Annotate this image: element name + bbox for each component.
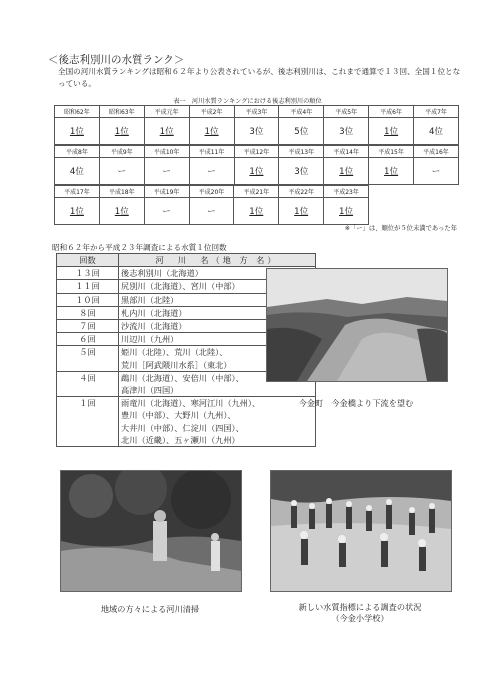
year-cell: 平成3年	[234, 106, 279, 118]
ranking-note: ※「ー」は、順位が５位未満であった年	[344, 225, 457, 232]
rank-cell: 1位	[55, 118, 100, 145]
river-cell: 黒部川（北陸）	[119, 293, 316, 306]
column-header-river: 河 川 名（地 方 名）	[119, 254, 316, 267]
count-cell: １３回	[57, 267, 119, 280]
rank-cell: 3位	[279, 158, 324, 185]
rank-cell: 1位	[234, 158, 279, 185]
year-cell: 平成4年	[279, 106, 324, 118]
count-cell: ８回	[57, 306, 119, 319]
year-cell: 平成19年	[144, 186, 189, 198]
rank-cell: 1位	[279, 198, 324, 225]
rank-cell: 3位	[324, 118, 369, 145]
rank-cell: ー	[189, 198, 234, 225]
year-cell: 平成20年	[189, 186, 234, 198]
section-heading: ＜後志利別川の水質ランク＞	[48, 54, 185, 66]
year-cell: 平成12年	[234, 146, 279, 158]
count-cell: ７回	[57, 320, 119, 333]
year-cell: 平成6年	[369, 106, 414, 118]
year-cell: 平成7年	[414, 106, 459, 118]
ranking-table-row-2	[54, 145, 459, 185]
river-cell: 札内川（北海道）	[119, 306, 316, 319]
cleanup-caption: 地域の方々による河川清掃	[100, 604, 200, 614]
table-header-row	[57, 254, 316, 267]
year-cell: 平成23年	[324, 186, 369, 198]
year-cell: 平成10年	[144, 146, 189, 158]
river-cell: 後志利別川（北海道）	[119, 267, 316, 280]
rank-cell: 4位	[414, 118, 459, 145]
survey-caption: 新しい水質指標による調査の状況 （今金小学校）	[298, 602, 422, 623]
year-cell: 昭和62年	[55, 106, 100, 118]
rank-cell: ー	[99, 158, 144, 185]
rank-cell: 1位	[189, 118, 234, 145]
rank-cell: 1位	[369, 158, 414, 185]
year-cell: 平成21年	[234, 186, 279, 198]
count-cell: ６回	[57, 333, 119, 346]
ranking-table-row-1	[54, 105, 459, 145]
rank-cell: 1位	[99, 198, 144, 225]
river-cell: 姫川（北陸）、荒川（北陸）、 荒川［阿武隈川水系］（東北）	[119, 346, 316, 371]
year-cell: 平成9年	[99, 146, 144, 158]
rank-cell: 1位	[234, 198, 279, 225]
rank-cell: 1位	[99, 118, 144, 145]
rank-cell: 3位	[234, 118, 279, 145]
river-cell: 尻別川（北海道）、宮川（中部）	[119, 280, 316, 293]
year-cell: 平成14年	[324, 146, 369, 158]
year-cell: 平成5年	[324, 106, 369, 118]
river-cell: 鵡川（北海道）、安倍川（中部）、 高津川（四国）	[119, 371, 316, 396]
river-view-caption: 今金町 今金橋より下流を望む	[298, 398, 414, 408]
rank-cell: 1位	[324, 158, 369, 185]
intro-paragraph: 全国の河川水質ランキングは昭和６２年より公表されているが、後志利別川は、これまで通算で１３回、全国１位となっている。	[58, 67, 461, 88]
count-cell: １０回	[57, 293, 119, 306]
water-table-caption: 昭和６２年から平成２３年調査による水質１位回数	[52, 243, 227, 252]
year-cell: 平成22年	[279, 186, 324, 198]
river-view-photo	[266, 268, 448, 382]
cleanup-photo	[60, 470, 242, 592]
rank-cell: ー	[414, 158, 459, 185]
rank-cell: 4位	[55, 158, 100, 185]
survey-photo	[270, 470, 452, 592]
year-cell: 平成13年	[279, 146, 324, 158]
rank-cell: 1位	[144, 118, 189, 145]
year-cell: 平成16年	[414, 146, 459, 158]
river-cell: 沙流川（北海道）	[119, 320, 316, 333]
rank-cell: ー	[144, 158, 189, 185]
count-cell: １回	[57, 397, 119, 447]
rank-cell: 5位	[279, 118, 324, 145]
year-cell: 平成元年	[144, 106, 189, 118]
count-cell: ４回	[57, 371, 119, 396]
column-header-count: 回数	[57, 254, 119, 267]
year-cell: 平成18年	[99, 186, 144, 198]
count-cell: １１回	[57, 280, 119, 293]
year-cell: 平成2年	[189, 106, 234, 118]
rank-cell: 1位	[369, 118, 414, 145]
ranking-table-row-3	[54, 185, 369, 225]
ranking-table-caption: 表一 河川水質ランキングにおける後志利別川の順位	[173, 98, 322, 105]
rank-cell: 1位	[324, 198, 369, 225]
rank-cell: 1位	[55, 198, 100, 225]
river-cell: 川辺川（九州）	[119, 333, 316, 346]
year-cell: 昭和63年	[99, 106, 144, 118]
year-cell: 平成17年	[55, 186, 100, 198]
rank-cell: ー	[144, 198, 189, 225]
year-cell: 平成15年	[369, 146, 414, 158]
count-cell: ５回	[57, 346, 119, 371]
year-cell: 平成11年	[189, 146, 234, 158]
year-cell: 平成8年	[55, 146, 100, 158]
river-cell: 雨竜川（北海道）、寒河江川（九州）、 豊川（中部）、大野川（九州）、 大井川（中部）、仁淀川（四国）、 北川（近畿）、五ヶ瀬川（九州）	[119, 397, 316, 447]
rank-cell: ー	[189, 158, 234, 185]
